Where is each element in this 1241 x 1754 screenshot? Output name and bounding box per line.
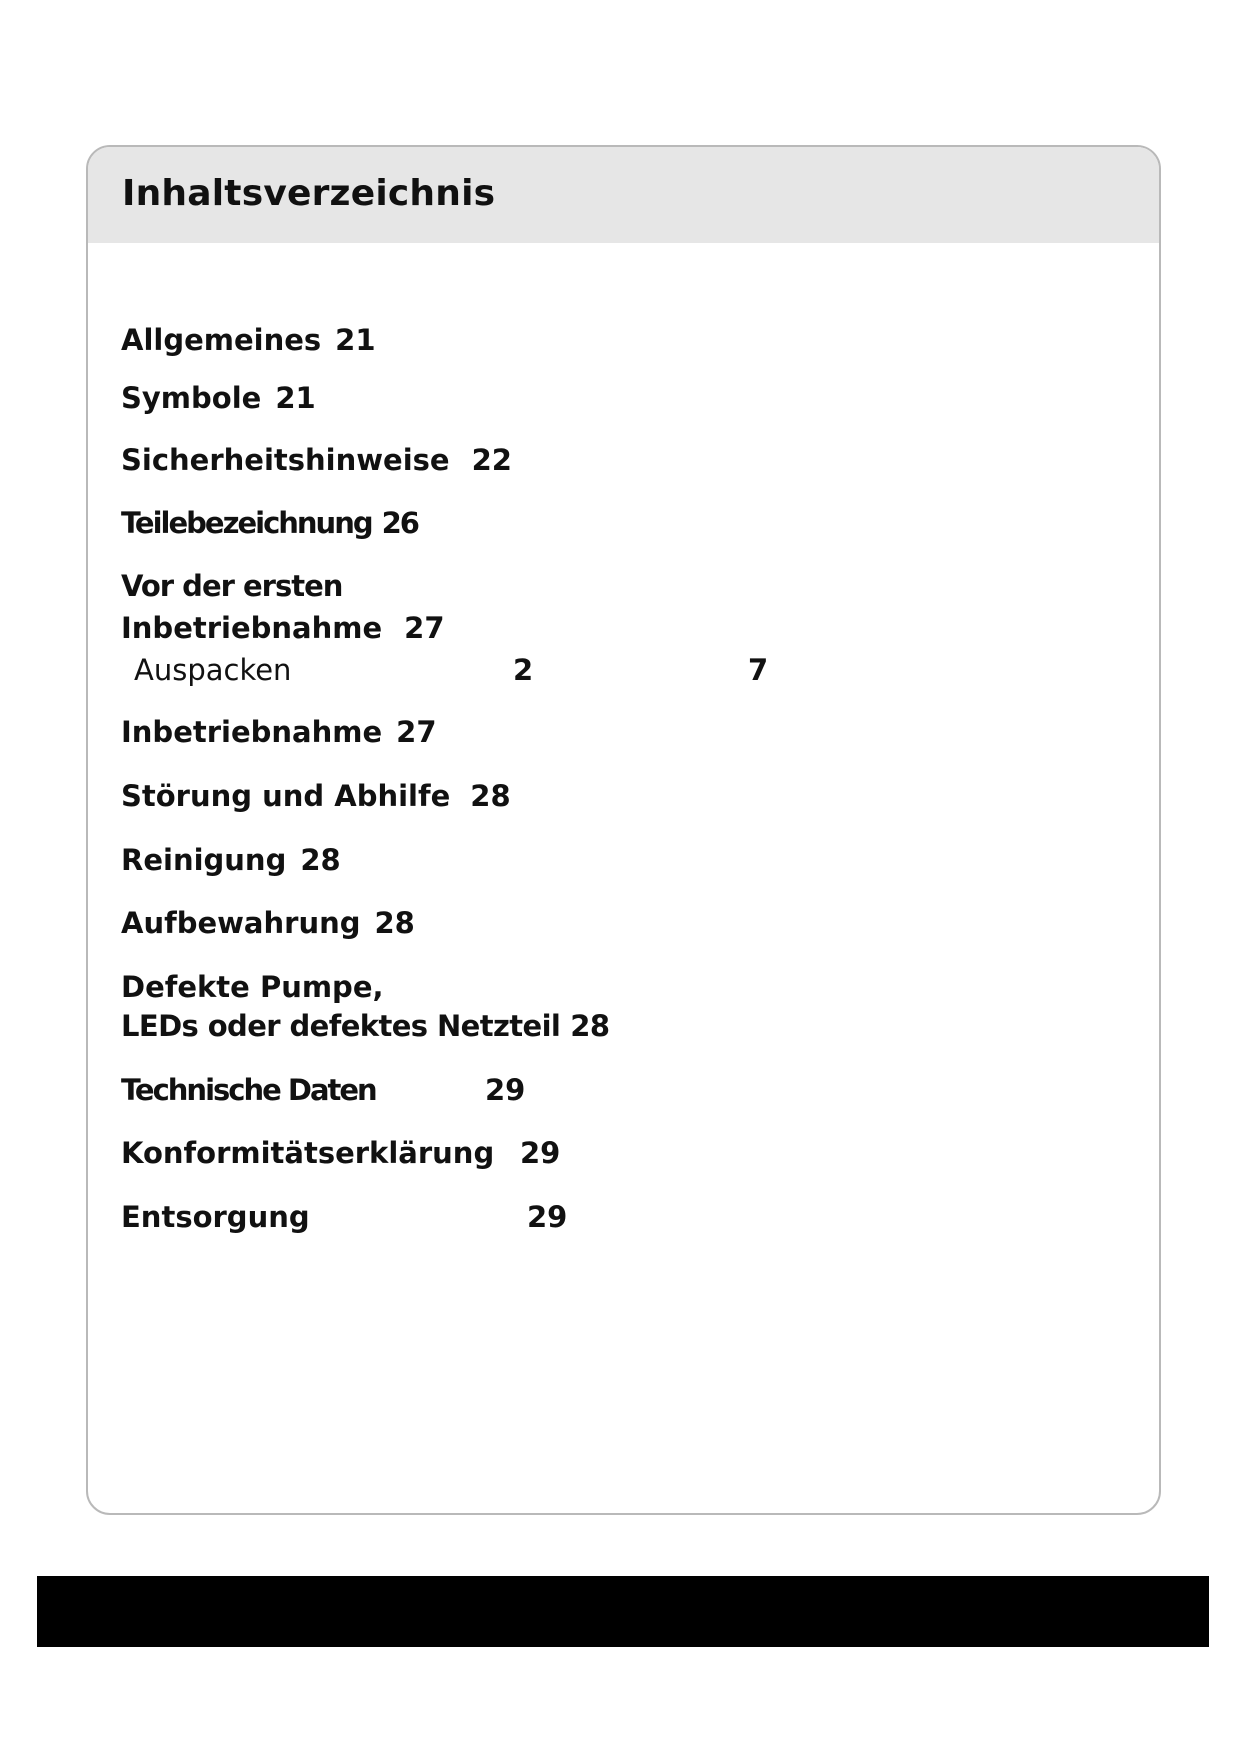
toc-header (88, 147, 1159, 243)
toc-entry-label: Störung und Abhilfe (121, 779, 451, 813)
toc-entry-technische-daten[interactable] (121, 1070, 376, 1110)
toc-entry-page: 22 (471, 443, 512, 477)
footer-bar (37, 1576, 1209, 1647)
toc-entry-stoerung[interactable] (121, 776, 511, 816)
toc-entry-inbetriebnahme[interactable] (121, 712, 437, 752)
toc-entry-page: 21 (335, 323, 376, 357)
toc-entry-page: 27 (396, 715, 437, 749)
toc-subentry-page-part2: 7 (748, 653, 769, 687)
toc-entry-label: Vor der ersten (121, 569, 343, 603)
toc-entry-allgemeines[interactable] (121, 320, 376, 360)
toc-title: Inhaltsverzeichnis (122, 173, 496, 214)
toc-entry-label: Defekte Pumpe, (121, 970, 384, 1004)
toc-entry-label: LEDs oder defektes Netzteil (121, 1009, 561, 1043)
toc-entry-label: Reinigung (121, 843, 287, 877)
toc-entry-label: Allgemeines (121, 323, 322, 357)
toc-entry-page: 28 (374, 906, 415, 940)
toc-entry-label: Auspacken (134, 653, 292, 687)
toc-entry-label: Technische Daten (121, 1073, 376, 1107)
toc-entry-symbole[interactable] (121, 378, 316, 418)
toc-entry-page: 28 (470, 779, 511, 813)
toc-subentry-page-part1: 2 (513, 653, 534, 687)
toc-entry-page: 28 (570, 1009, 610, 1043)
toc-entry-label: Teilebezeichnung (121, 506, 372, 540)
toc-entry-vor-der-ersten-line1[interactable] (121, 566, 342, 606)
toc-entry-page: 21 (275, 381, 316, 415)
toc-entry-entsorgung[interactable] (121, 1197, 310, 1237)
toc-entry-page: 28 (300, 843, 341, 877)
toc-entry-vor-der-ersten-line2[interactable] (121, 608, 445, 648)
toc-entry-label: Sicherheitshinweise (121, 443, 450, 477)
toc-entry-reinigung[interactable] (121, 840, 341, 880)
toc-entry-page: 26 (381, 506, 418, 540)
toc-entry-label: Inbetriebnahme (121, 715, 383, 749)
toc-entry-defekte-line2[interactable] (121, 1006, 609, 1046)
toc-entry-page-entsorgung: 29 (527, 1200, 568, 1234)
toc-entry-page-technische-daten: 29 (485, 1073, 526, 1107)
toc-entry-page: 27 (404, 611, 445, 645)
toc-entry-label: Konformitätserklärung (121, 1136, 495, 1170)
toc-entry-page-konformitaet: 29 (520, 1136, 561, 1170)
toc-entry-sicherheitshinweise[interactable] (121, 440, 512, 480)
toc-entry-label: Symbole (121, 381, 262, 415)
toc-entry-label: Aufbewahrung (121, 906, 361, 940)
toc-entry-label: Entsorgung (121, 1200, 310, 1234)
toc-entry-defekte-line1[interactable] (121, 967, 384, 1007)
toc-entry-label: Inbetriebnahme (121, 611, 383, 645)
toc-entry-aufbewahrung[interactable] (121, 903, 415, 943)
toc-entry-teilebezeichnung[interactable] (121, 503, 418, 543)
toc-entry-konformitaet[interactable] (121, 1133, 494, 1173)
toc-subentry-auspacken[interactable] (134, 650, 291, 690)
